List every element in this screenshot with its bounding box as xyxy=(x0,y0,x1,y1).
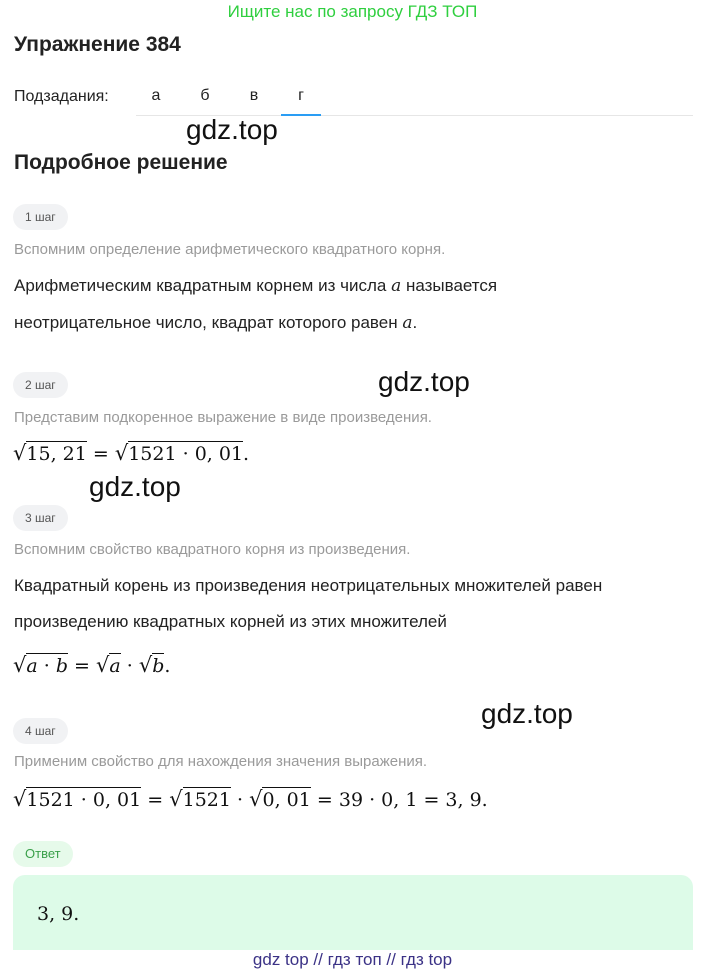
step-3-formula: √a · b = √a · √b. xyxy=(13,653,171,677)
step-3-badge: 3 шаг xyxy=(13,505,68,531)
answer-value: 3, 9. xyxy=(37,903,80,925)
step-1-line-2: неотрицательное число, квадрат которого равен a. xyxy=(14,313,418,333)
math-var-a: a xyxy=(391,276,402,296)
step-4-hint: Применим свойство для нахождения значения выражения. xyxy=(14,753,428,770)
step-1-text-b: называется xyxy=(405,276,498,295)
step-3-hint: Вспомним свойство квадратного корня из произведения. xyxy=(14,541,411,558)
tab-b[interactable]: б xyxy=(200,87,210,104)
answer-box xyxy=(13,875,693,950)
step-1-hint: Вспомним определение арифметического квадратного корня. xyxy=(14,241,446,258)
tab-v[interactable]: в xyxy=(249,87,259,104)
step-4-badge: 4 шаг xyxy=(13,718,68,744)
step-2-formula: √15, 21 = √1521 · 0, 01. xyxy=(13,441,250,465)
step-2-badge: 2 шаг xyxy=(13,372,68,398)
watermark: gdz.top xyxy=(89,471,181,502)
tab-a[interactable]: а xyxy=(151,87,161,104)
step-3-line-1: Квадратный корень из произведения неотрицательных множителей равен xyxy=(14,576,603,595)
step-3-line-2: произведению квадратных корней из этих множителей xyxy=(14,612,447,631)
step-4-formula: √1521 · 0, 01 = √1521 · √0, 01 = 39 · 0, 1 = 3, 9. xyxy=(13,787,488,811)
subtasks-label: Подзадания: xyxy=(14,88,109,105)
footer-links: gdz top // гдз топ // гдз top xyxy=(252,950,453,969)
math-var-a-2: a xyxy=(402,313,413,333)
tab-g[interactable]: г xyxy=(281,78,321,116)
search-banner: Ищите нас по запросу ГДЗ ТОП xyxy=(227,2,478,21)
watermark: gdz.top xyxy=(378,366,470,397)
step-1-badge: 1 шаг xyxy=(13,204,68,230)
step-1-text-a: Арифметическим квадратным корнем из числа xyxy=(14,276,387,295)
radicand: 1521 · 0, 01 xyxy=(128,443,244,465)
radicand: 1521 · 0, 01 xyxy=(26,789,142,811)
page-title: Упражнение 384 xyxy=(14,33,181,56)
radicand: 15, 21 xyxy=(26,443,87,465)
watermark: gdz.top xyxy=(186,114,278,145)
subtask-tabs xyxy=(136,78,693,116)
radicand: 0, 01 xyxy=(262,789,311,811)
step-1-line-1 xyxy=(14,276,497,296)
step-2-hint: Представим подкоренное выражение в виде произведения. xyxy=(14,409,432,426)
solution-heading: Подробное решение xyxy=(14,151,228,174)
step-1-text-c: неотрицательное число, квадрат которого равен xyxy=(14,313,398,332)
answer-badge: Ответ xyxy=(13,841,73,867)
radicand: 1521 xyxy=(182,789,231,811)
step-4-result: = 39 · 0, 1 = 3, 9. xyxy=(316,789,488,811)
watermark: gdz.top xyxy=(481,698,573,729)
